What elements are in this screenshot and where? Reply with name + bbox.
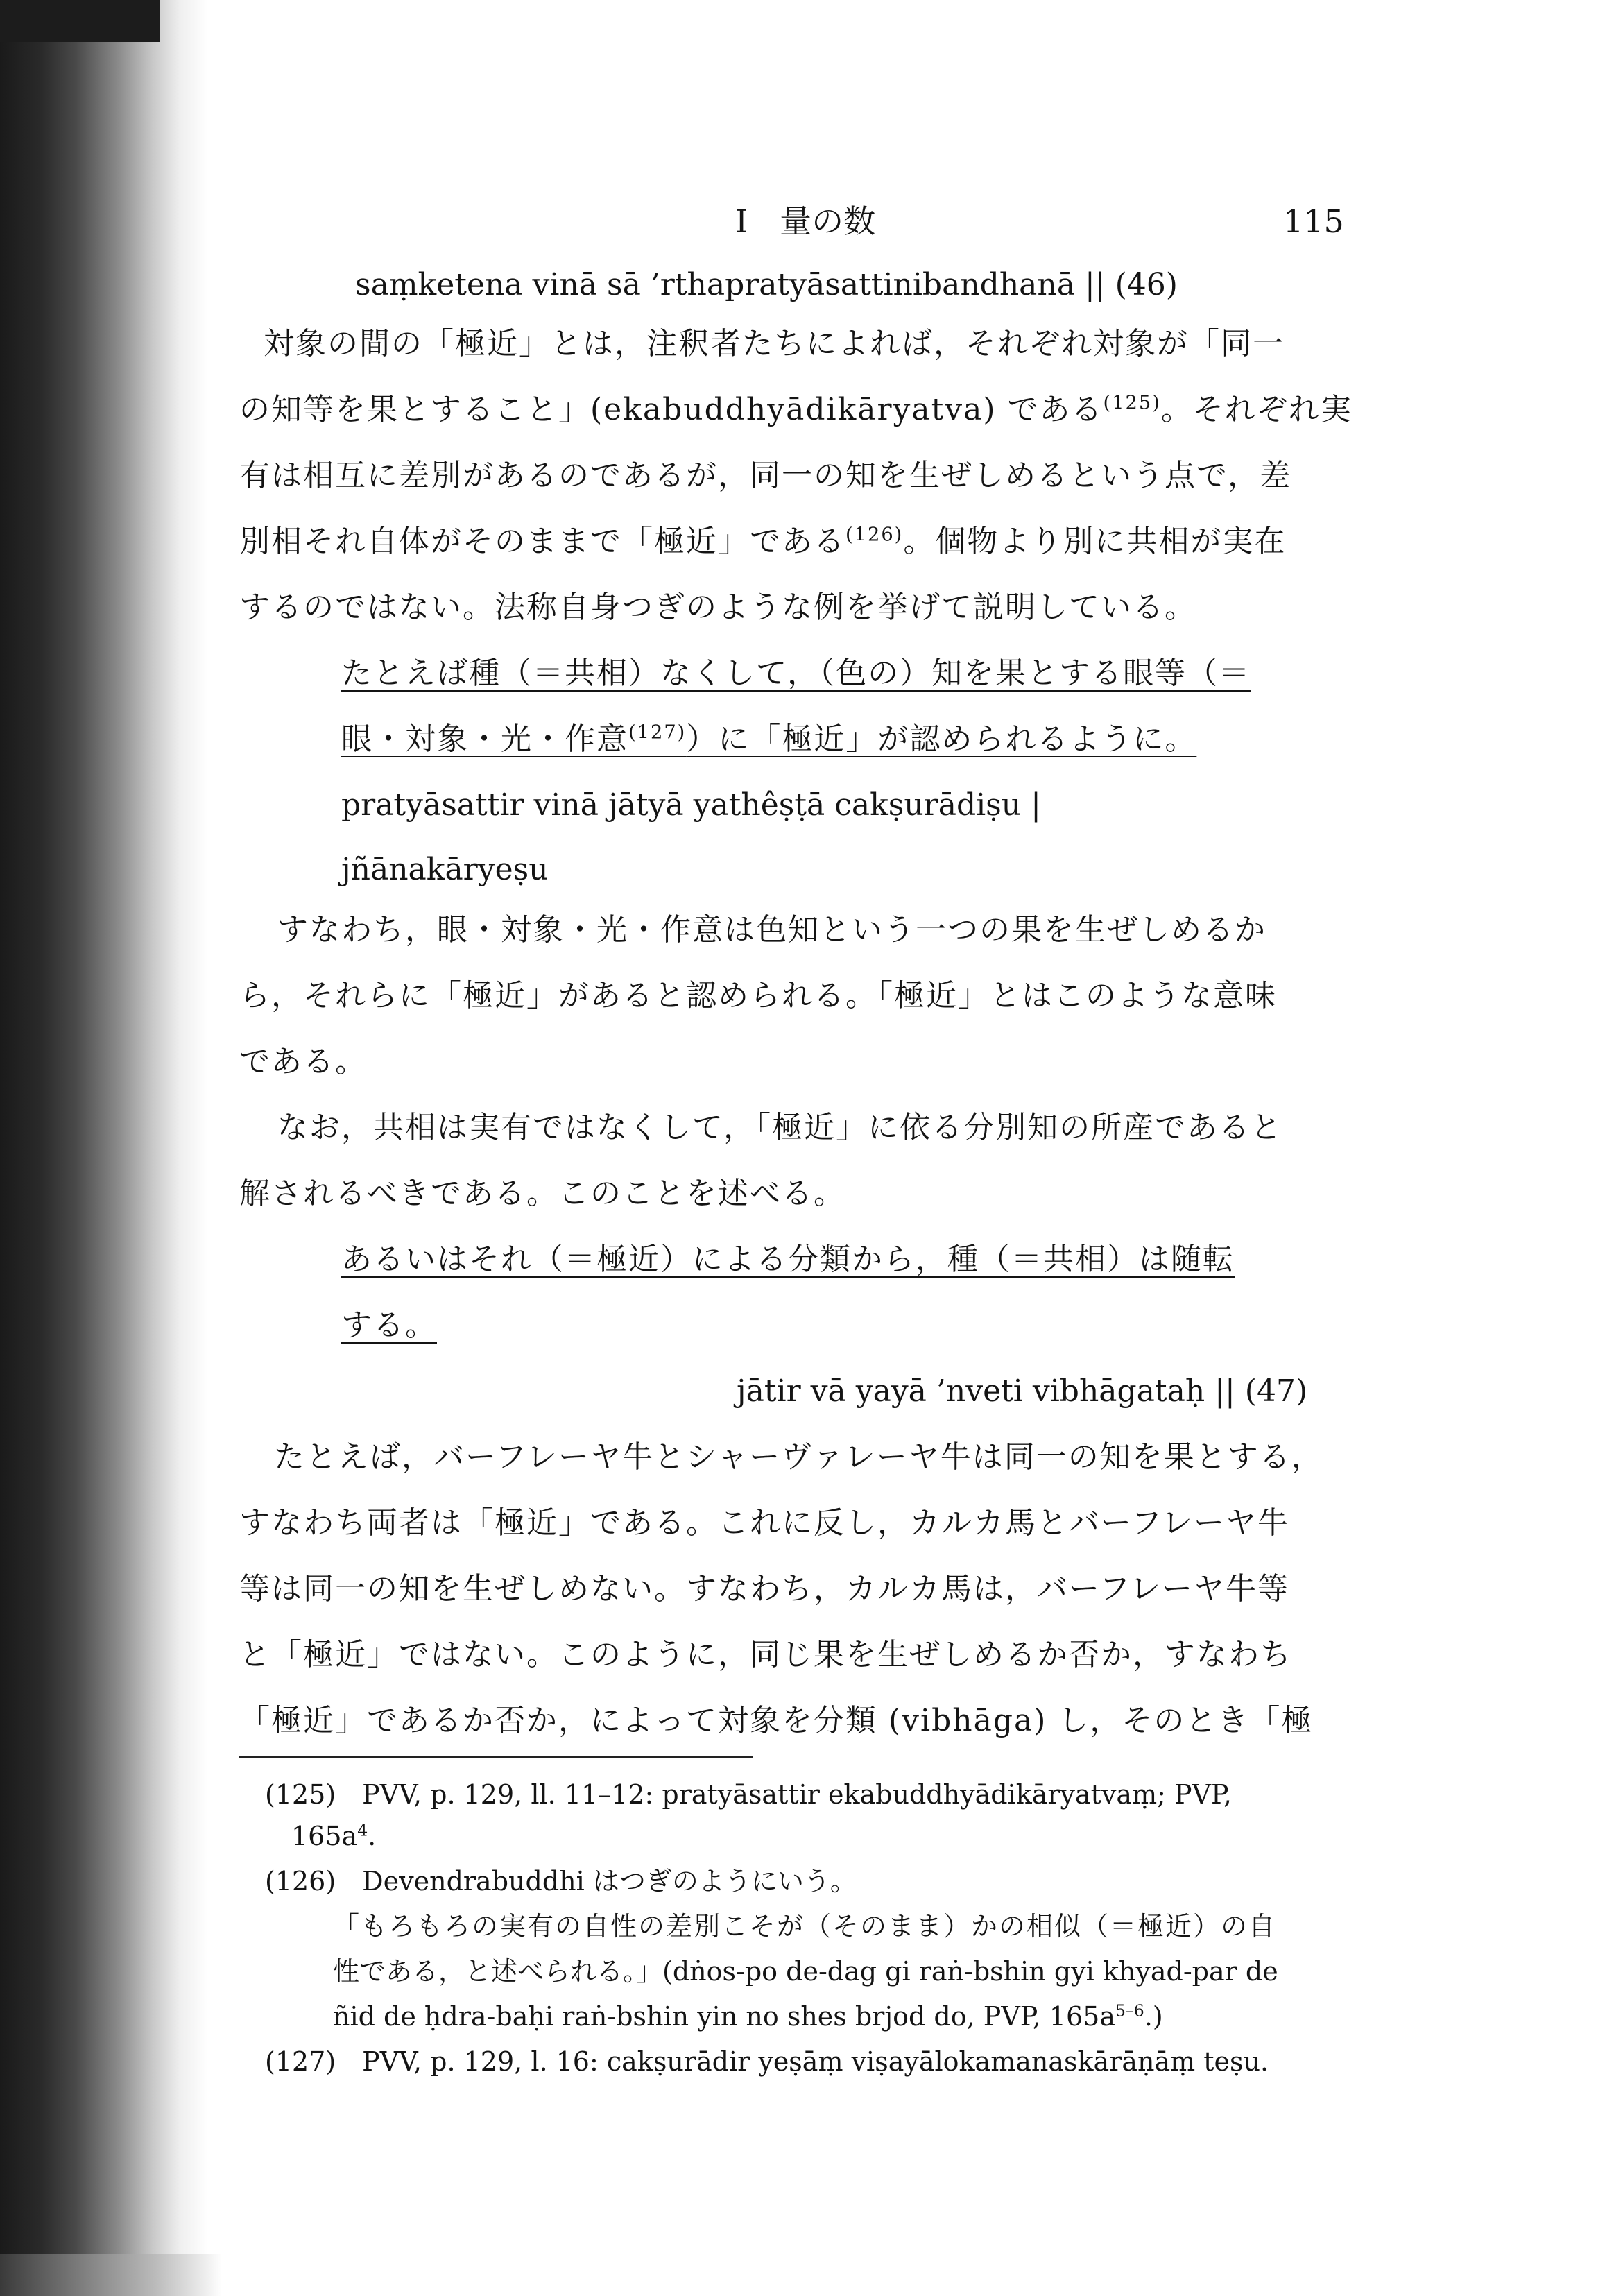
footnote-ref-125: (125): [1103, 392, 1161, 414]
page-number: 115: [1283, 203, 1344, 240]
footnote-ref-126: (126): [845, 524, 904, 546]
footnote-126-line-1: (126) Devendrabuddhi はつぎのようにいう。: [265, 1866, 857, 1896]
footnote-125-line-1: (125) PVV, p. 129, ll. 11–12: pratyāsattir ekabuddhyādikāryatvaṃ; PVP,: [265, 1779, 1232, 1810]
quotation-1-line-1: たとえば種（＝共相）なくして，（色の）知を果とする眼等（＝: [341, 656, 1251, 691]
footnote-126-line-3: 性である，と述べられる。」(dṅos-po de-dag gi raṅ-bshin gyi khyad-par de: [333, 1956, 1278, 1987]
footnote-127-line-1: (127) PVV, p. 129, l. 16: cakṣurādir yeṣāṃ viṣayālokamanaskārāṇāṃ teṣu.: [265, 2046, 1269, 2077]
footnote-rule: [239, 1756, 753, 1758]
paragraph-1-line-1: 対象の間の「極近」とは，注釈者たちによれば，それぞれ対象が「同一: [264, 326, 1285, 361]
running-header-section: I 量の数: [735, 203, 876, 240]
footnote-126-line-2: 「もろもろの実有の自性の差別こそが（そのまま）かの相似（＝極近）の自: [333, 1911, 1277, 1942]
quotation-1-line-2: 眼・対象・光・作意$^{(127)}$）に「極近」が認められるように。: [341, 721, 1197, 757]
paragraph-4-line-4: と「極近」ではない。このように，同じ果を生ぜしめるか否か，すなわち: [239, 1637, 1292, 1672]
paragraph-1-line-5: するのではない。法称自身つぎのような例を挙げて説明している。: [239, 590, 1196, 625]
paragraph-3-line-1: なお，共相は実有ではなくして，「極近」に依る分別知の所産であると: [277, 1110, 1283, 1145]
paragraph-1-line-2: の知等を果とすること」(ekabuddhyādikāryatva) である$^{(125)}$。それぞれ実: [239, 392, 1352, 427]
binding-shadow-bottom: [0, 2254, 222, 2296]
paragraph-4-line-3: 等は同一の知を生ぜしめない。すなわち，カルカ馬は，バーフレーヤ牛等: [239, 1571, 1290, 1607]
paragraph-1-line-3: 有は相互に差別があるのであるが，同一の知を生ぜしめるという点で，差: [239, 458, 1292, 493]
paragraph-1-line-4: 別相それ自体がそのままで「極近」である$^{(126)}$。個物より別に共相が実在: [239, 524, 1287, 559]
paragraph-2-line-2: ら，それらに「極近」があると認められる。「極近」とはこのような意味: [239, 978, 1277, 1013]
binding-shadow-top: [0, 0, 160, 42]
footnote-ref-127: (127): [628, 721, 687, 744]
sanskrit-verse-47: jātir vā yayā ’nveti vibhāgataḥ || (47): [737, 1373, 1308, 1409]
footnote-126-line-4: ñid de ḥdra-baḥi raṅ-bshin yin no shes brjod do, PVP, $165a^{5-6}$.): [333, 2001, 1163, 2032]
paragraph-4-line-1: たとえば，バーフレーヤ牛とシャーヴァレーヤ牛は同一の知を果とする，: [274, 1439, 1323, 1475]
quotation-2-line-1: あるいはそれ（＝極近）による分類から，種（＝共相）は随転: [341, 1242, 1235, 1277]
sanskrit-line-2: jñānakāryeṣu: [341, 852, 549, 887]
binding-shadow: [0, 0, 208, 2296]
footnote-125-line-2: $165a^4$.: [291, 1820, 377, 1851]
sanskrit-verse-46: saṃketena vinā sā ’rthapratyāsattinibandhanā || (46): [355, 267, 1178, 302]
paragraph-4-line-5: 「極近」であるか否か，によって対象を分類 (vibhāga) し，そのとき「極: [239, 1703, 1314, 1738]
paragraph-4-line-2: すなわち両者は「極近」である。これに反し，カルカ馬とバーフレーヤ牛: [239, 1505, 1290, 1541]
quotation-2-line-2: する。: [341, 1308, 437, 1343]
paragraph-2-line-3: である。: [239, 1044, 367, 1079]
paragraph-2-line-1: すなわち，眼・対象・光・作意は色知という一つの果を生ぜしめるか: [277, 912, 1266, 948]
sanskrit-line-1: pratyāsattir vinā jātyā yathêṣṭā cakṣurādiṣu |: [341, 787, 1041, 823]
paragraph-3-line-2: 解されるべきである。このことを述べる。: [239, 1176, 845, 1211]
